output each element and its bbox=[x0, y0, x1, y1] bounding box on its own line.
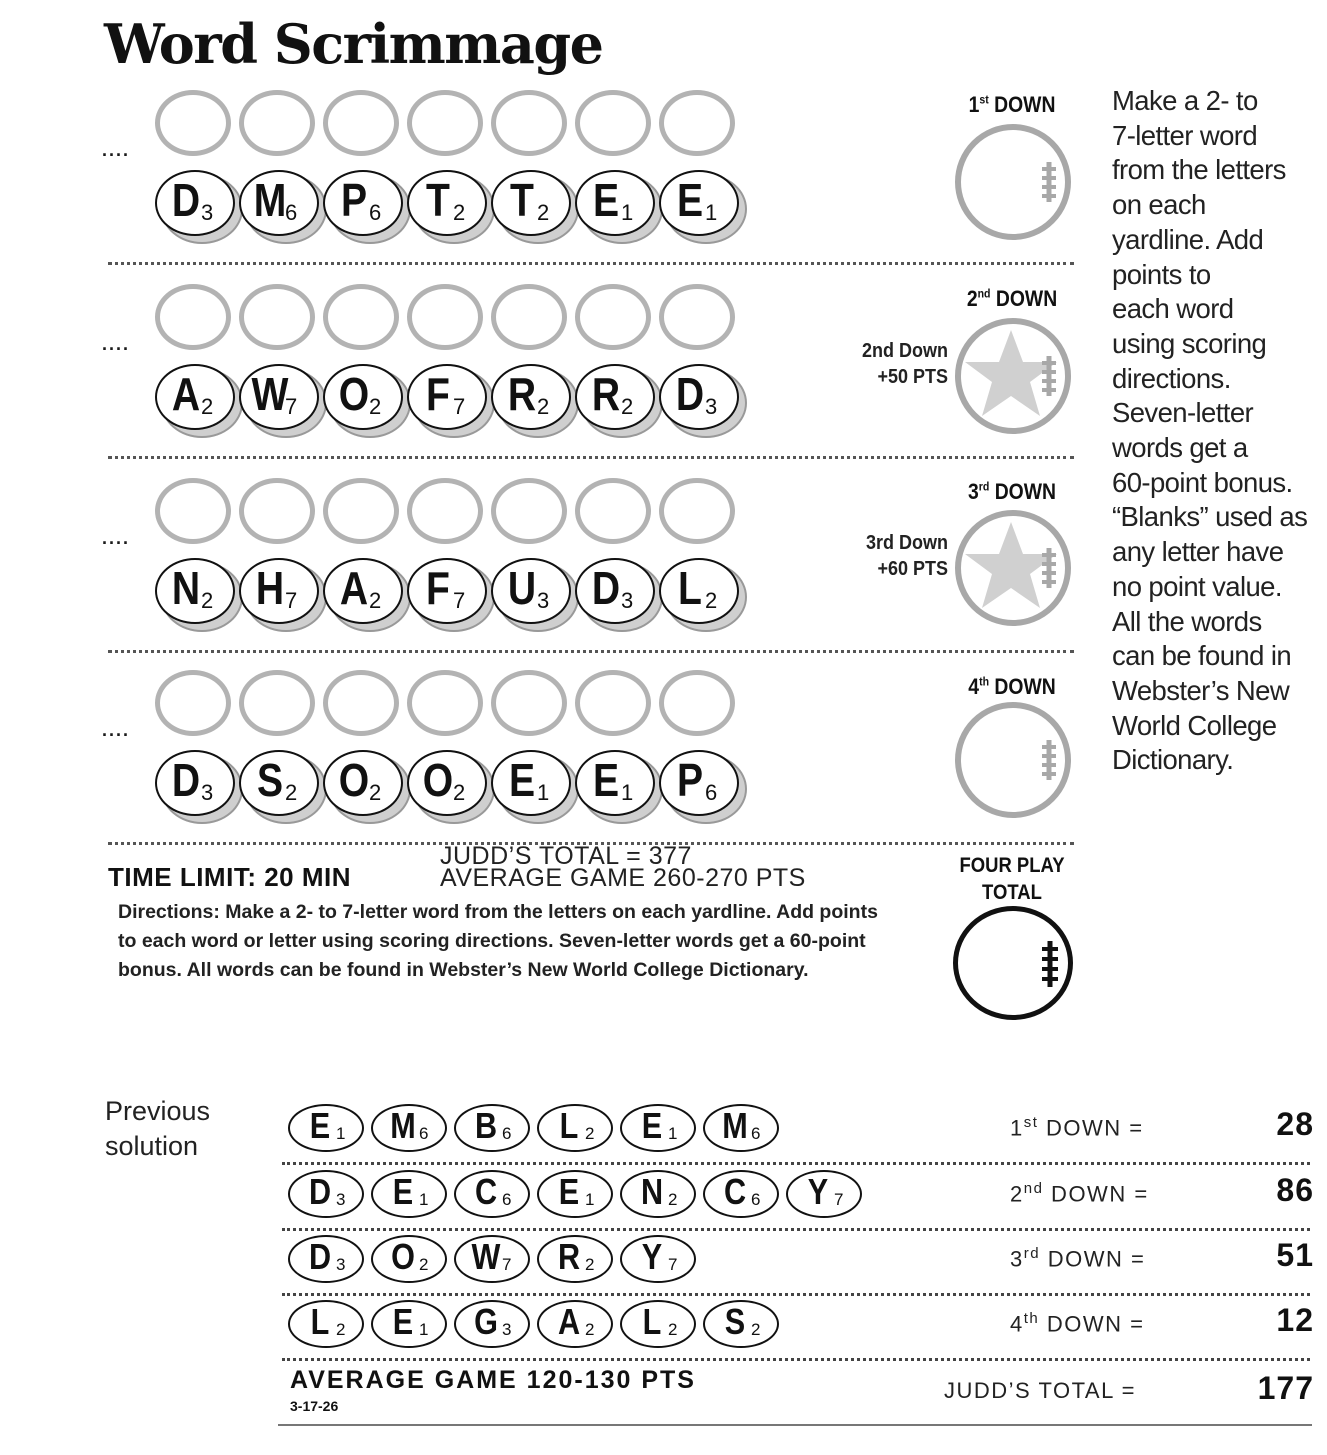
tile-letter: L bbox=[559, 1105, 579, 1146]
tile-value: 2 bbox=[585, 1255, 595, 1274]
directions-line: Directions: Make a 2- to 7-letter word from the letters on each yardline. Add points bbox=[118, 901, 878, 923]
down-number: 3 bbox=[967, 479, 979, 504]
solution-tile bbox=[454, 1170, 530, 1218]
tile-letter: R bbox=[591, 368, 621, 420]
down-score-input[interactable] bbox=[955, 318, 1071, 434]
sidebar-line: 60-point bonus. bbox=[1112, 466, 1293, 498]
tile-letter: O bbox=[391, 1236, 415, 1277]
tile-value: 6 bbox=[502, 1190, 512, 1209]
tile-value: 7 bbox=[668, 1255, 678, 1274]
answer-slot[interactable] bbox=[575, 90, 651, 156]
sidebar-line: yardline. Add bbox=[1112, 223, 1264, 255]
tile-letter: G bbox=[474, 1301, 498, 1342]
down-number: 3 bbox=[1010, 1246, 1024, 1272]
tile-value: 1 bbox=[419, 1320, 429, 1339]
solution-line: solution bbox=[105, 1131, 199, 1161]
solution-tile bbox=[620, 1104, 696, 1152]
page-title: Word Scrimmage bbox=[104, 12, 603, 76]
down-number: 4 bbox=[968, 674, 980, 699]
solution-down-label bbox=[1010, 1114, 1210, 1141]
solution-tile bbox=[288, 1235, 364, 1283]
solution-tile bbox=[288, 1104, 364, 1152]
answer-slot[interactable] bbox=[323, 90, 399, 156]
tile-letter: P bbox=[676, 754, 704, 806]
tile-letter: M bbox=[390, 1105, 416, 1146]
letter-tile[interactable] bbox=[323, 558, 405, 624]
puzzle-date: 3-17-26 bbox=[290, 1398, 339, 1414]
tile-value: 2 bbox=[585, 1124, 595, 1143]
tile-letter: D bbox=[308, 1171, 332, 1212]
tile-letter: E bbox=[641, 1105, 663, 1146]
answer-slot[interactable] bbox=[659, 90, 735, 156]
yardline-divider bbox=[108, 650, 1074, 653]
tile-value: 1 bbox=[419, 1190, 429, 1209]
judds-total-top: JUDD’S TOTAL = 377 bbox=[440, 842, 692, 870]
average-game-bottom: AVERAGE GAME 120-130 PTS bbox=[290, 1366, 696, 1394]
down-text: DOWN = bbox=[1038, 1115, 1144, 1141]
tile-letter: O bbox=[422, 754, 454, 806]
tile-value: 2 bbox=[201, 588, 214, 613]
tile-letter: D bbox=[171, 174, 201, 226]
tile-letter: S bbox=[724, 1301, 746, 1342]
down-bonus bbox=[842, 338, 948, 390]
tile-value: 7 bbox=[502, 1255, 512, 1274]
answer-slot[interactable] bbox=[491, 90, 567, 156]
tile-value: 1 bbox=[537, 780, 550, 805]
letter-tile[interactable] bbox=[659, 750, 741, 816]
answer-slot[interactable] bbox=[323, 670, 399, 736]
solution-tile bbox=[454, 1104, 530, 1152]
tile-value: 2 bbox=[336, 1320, 346, 1339]
solution-tile bbox=[288, 1170, 364, 1218]
down-score-input[interactable] bbox=[955, 510, 1071, 626]
bonus-title: 2nd Down bbox=[862, 340, 948, 362]
tile-value: 2 bbox=[369, 588, 382, 613]
tile-value: 1 bbox=[705, 200, 718, 225]
sidebar-line: All the words bbox=[1112, 605, 1262, 637]
total-line: TOTAL bbox=[982, 881, 1042, 904]
tile-letter: L bbox=[678, 562, 702, 614]
down-bonus bbox=[842, 530, 948, 582]
tile-value: 2 bbox=[621, 394, 634, 419]
letter-tile[interactable] bbox=[155, 364, 237, 430]
tile-letter: D bbox=[308, 1236, 332, 1277]
tile-value: 2 bbox=[585, 1320, 595, 1339]
tile-letter: O bbox=[338, 754, 370, 806]
down-ordinal: rd bbox=[1023, 1245, 1041, 1262]
down-number: 2 bbox=[966, 286, 978, 311]
tile-letter: D bbox=[171, 754, 201, 806]
down-text: DOWN = bbox=[1043, 1181, 1149, 1207]
solution-tile bbox=[620, 1235, 696, 1283]
down-ordinal: rd bbox=[978, 479, 990, 494]
solution-tile bbox=[537, 1104, 613, 1152]
tile-letter: C bbox=[474, 1171, 498, 1212]
tile-value: 3 bbox=[201, 200, 214, 225]
tile-letter: W bbox=[251, 368, 289, 420]
sidebar-line: 7-letter word bbox=[1112, 119, 1258, 151]
tile-value: 2 bbox=[705, 588, 718, 613]
tile-letter: E bbox=[392, 1301, 414, 1342]
down-number: 4 bbox=[1010, 1311, 1024, 1337]
tile-value: 2 bbox=[537, 200, 550, 225]
tile-letter: M bbox=[722, 1105, 748, 1146]
sidebar-line: on each bbox=[1112, 189, 1206, 221]
tile-letter: Y bbox=[641, 1236, 663, 1277]
solution-divider bbox=[282, 1162, 1310, 1165]
tile-letter: R bbox=[557, 1236, 581, 1277]
sidebar-line: Make a 2- to bbox=[1112, 85, 1258, 116]
answer-slot[interactable] bbox=[239, 284, 315, 350]
directions bbox=[118, 898, 928, 985]
letter-tile[interactable] bbox=[575, 750, 657, 816]
tile-value: 6 bbox=[502, 1124, 512, 1143]
down-ordinal: st bbox=[1023, 1114, 1039, 1131]
letter-tile[interactable] bbox=[239, 364, 321, 430]
answer-slot[interactable] bbox=[491, 478, 567, 544]
football-laces-icon bbox=[961, 708, 1065, 812]
letter-tile[interactable] bbox=[239, 750, 321, 816]
average-game-top: AVERAGE GAME 260-270 PTS bbox=[440, 864, 806, 892]
answer-slot[interactable] bbox=[155, 284, 231, 350]
letter-tile[interactable] bbox=[155, 558, 237, 624]
down-label bbox=[952, 479, 1072, 505]
tile-value: 2 bbox=[668, 1190, 678, 1209]
solution-down-score: 86 bbox=[1276, 1172, 1314, 1208]
answer-slot[interactable] bbox=[491, 284, 567, 350]
tile-value: 2 bbox=[453, 200, 466, 225]
sidebar-line: Webster’s New bbox=[1112, 674, 1290, 706]
solution-divider bbox=[282, 1293, 1310, 1296]
tile-value: 3 bbox=[336, 1190, 346, 1209]
football-laces-icon bbox=[961, 516, 1065, 620]
sidebar-line: can be found in bbox=[1112, 640, 1292, 672]
tile-value: 3 bbox=[537, 588, 550, 613]
solution-divider bbox=[282, 1358, 1310, 1361]
answer-slot[interactable] bbox=[491, 670, 567, 736]
answer-slot[interactable] bbox=[407, 670, 483, 736]
letter-tile[interactable] bbox=[659, 170, 741, 236]
down-number: 1 bbox=[1010, 1115, 1024, 1141]
sidebar-instructions bbox=[1112, 84, 1326, 778]
tile-value: 2 bbox=[537, 394, 550, 419]
tile-value: 1 bbox=[621, 200, 634, 225]
answer-slot[interactable] bbox=[575, 478, 651, 544]
tile-value: 6 bbox=[369, 200, 382, 225]
answer-slot[interactable] bbox=[407, 284, 483, 350]
tile-value: 7 bbox=[285, 588, 298, 613]
sidebar-line: each word bbox=[1112, 293, 1234, 325]
down-ordinal: nd bbox=[1023, 1180, 1044, 1197]
letter-tile[interactable] bbox=[491, 170, 573, 236]
tile-value: 2 bbox=[285, 780, 298, 805]
tile-value: 6 bbox=[751, 1124, 761, 1143]
tile-letter: E bbox=[309, 1105, 331, 1146]
sidebar-line: “Blanks” used as bbox=[1112, 501, 1308, 533]
row-marker: .... bbox=[102, 140, 131, 160]
tile-letter: A bbox=[557, 1301, 581, 1342]
solution-tile bbox=[620, 1300, 696, 1348]
tile-letter: D bbox=[675, 368, 705, 420]
tile-value: 1 bbox=[585, 1190, 595, 1209]
solution-down-score: 28 bbox=[1276, 1106, 1314, 1142]
four-play-total-label bbox=[952, 852, 1072, 906]
down-text: DOWN bbox=[989, 479, 1056, 504]
tile-letter: E bbox=[392, 1171, 414, 1212]
tile-letter: L bbox=[642, 1301, 662, 1342]
tile-letter: A bbox=[339, 562, 369, 614]
tile-value: 7 bbox=[453, 588, 466, 613]
tile-letter: B bbox=[474, 1105, 498, 1146]
tile-value: 3 bbox=[705, 394, 718, 419]
letter-tile[interactable] bbox=[491, 558, 573, 624]
letter-tile[interactable] bbox=[407, 558, 489, 624]
tile-value: 6 bbox=[751, 1190, 761, 1209]
solution-tile bbox=[537, 1170, 613, 1218]
solution-down-score: 12 bbox=[1276, 1302, 1314, 1338]
solution-tile bbox=[454, 1235, 530, 1283]
previous-line: Previous bbox=[105, 1096, 211, 1126]
letter-tile[interactable] bbox=[155, 170, 237, 236]
solution-down-label bbox=[1010, 1180, 1210, 1207]
down-ordinal: st bbox=[979, 92, 989, 107]
tile-letter: W bbox=[471, 1236, 501, 1277]
letter-tile[interactable] bbox=[239, 170, 321, 236]
tile-letter: N bbox=[171, 562, 201, 614]
tile-value: 2 bbox=[419, 1255, 429, 1274]
letter-tile[interactable] bbox=[323, 170, 405, 236]
tile-value: 7 bbox=[453, 394, 466, 419]
letter-tile[interactable] bbox=[659, 558, 741, 624]
solution-tile bbox=[371, 1235, 447, 1283]
down-text: DOWN bbox=[990, 286, 1058, 311]
tile-value: 1 bbox=[336, 1124, 346, 1143]
bonus-points: +50 PTS bbox=[877, 366, 948, 388]
tile-value: 3 bbox=[336, 1255, 346, 1274]
down-label bbox=[952, 674, 1072, 700]
row-marker: .... bbox=[102, 334, 131, 354]
answer-slot[interactable] bbox=[575, 670, 651, 736]
letter-tile[interactable] bbox=[407, 750, 489, 816]
answer-slot[interactable] bbox=[155, 670, 231, 736]
tile-value: 7 bbox=[285, 394, 298, 419]
tile-value: 6 bbox=[705, 780, 718, 805]
time-limit: TIME LIMIT: 20 MIN bbox=[108, 862, 351, 892]
tile-letter: E bbox=[508, 754, 536, 806]
solution-down-label bbox=[1010, 1310, 1210, 1337]
down-ordinal: nd bbox=[977, 286, 991, 301]
answer-slot[interactable] bbox=[155, 90, 231, 156]
yardline-divider bbox=[108, 456, 1074, 459]
letter-tile[interactable] bbox=[239, 558, 321, 624]
tile-letter: U bbox=[507, 562, 537, 614]
solution-tile bbox=[371, 1300, 447, 1348]
letter-tile[interactable] bbox=[575, 364, 657, 430]
yardline-divider bbox=[108, 262, 1074, 265]
answer-slot[interactable] bbox=[155, 478, 231, 544]
answer-slot[interactable] bbox=[659, 478, 735, 544]
row-marker: .... bbox=[102, 528, 131, 548]
tile-letter: M bbox=[253, 174, 287, 226]
sidebar-line: no point value. bbox=[1112, 570, 1282, 602]
tile-letter: D bbox=[591, 562, 621, 614]
sidebar-line: words get a bbox=[1112, 432, 1248, 464]
tile-letter: E bbox=[592, 174, 620, 226]
down-text: DOWN bbox=[988, 92, 1056, 117]
tile-value: 1 bbox=[668, 1124, 678, 1143]
previous-solution-label bbox=[105, 1094, 210, 1164]
tile-letter: Y bbox=[807, 1171, 829, 1212]
tile-letter: T bbox=[426, 174, 450, 226]
tile-value: 2 bbox=[453, 780, 466, 805]
down-number: 1 bbox=[968, 92, 980, 117]
tile-letter: L bbox=[310, 1301, 330, 1342]
letter-tile[interactable] bbox=[323, 750, 405, 816]
bonus-title: 3rd Down bbox=[865, 532, 948, 554]
tile-value: 3 bbox=[502, 1320, 512, 1339]
four-play-total-input[interactable] bbox=[953, 906, 1073, 1020]
letter-tile[interactable] bbox=[491, 750, 573, 816]
sidebar-line: points to bbox=[1112, 258, 1211, 290]
tile-letter: S bbox=[256, 754, 284, 806]
tile-value: 6 bbox=[419, 1124, 429, 1143]
tile-letter: O bbox=[338, 368, 370, 420]
answer-slot[interactable] bbox=[407, 90, 483, 156]
solution-tile bbox=[703, 1104, 779, 1152]
answer-slot[interactable] bbox=[575, 284, 651, 350]
sidebar-line: using scoring bbox=[1112, 327, 1267, 359]
sidebar-line: World College bbox=[1112, 709, 1277, 741]
tile-letter: A bbox=[171, 368, 201, 420]
tile-value: 3 bbox=[621, 588, 634, 613]
bonus-points: +60 PTS bbox=[877, 558, 948, 580]
tile-letter: F bbox=[426, 368, 450, 420]
football-laces-icon bbox=[961, 130, 1065, 234]
tile-letter: C bbox=[723, 1171, 747, 1212]
tile-letter: E bbox=[676, 174, 704, 226]
answer-slot[interactable] bbox=[239, 90, 315, 156]
judds-total-label: JUDD’S TOTAL = bbox=[944, 1378, 1136, 1403]
tile-letter: N bbox=[640, 1171, 664, 1212]
directions-line: bonus. All words can be found in Webster’s New World College Dictionary. bbox=[118, 959, 809, 981]
tile-value: 1 bbox=[621, 780, 634, 805]
solution-tile bbox=[371, 1170, 447, 1218]
tile-value: 3 bbox=[201, 780, 214, 805]
sidebar-line: Dictionary. bbox=[1112, 744, 1234, 776]
solution-tile bbox=[288, 1300, 364, 1348]
answer-slot[interactable] bbox=[323, 478, 399, 544]
letter-tile[interactable] bbox=[491, 364, 573, 430]
solution-down-score: 51 bbox=[1276, 1237, 1314, 1273]
tile-letter: R bbox=[507, 368, 537, 420]
answer-slot[interactable] bbox=[239, 670, 315, 736]
answer-slot[interactable] bbox=[323, 284, 399, 350]
solution-tile bbox=[703, 1170, 779, 1218]
answer-slot[interactable] bbox=[659, 670, 735, 736]
answer-slot[interactable] bbox=[407, 478, 483, 544]
solution-divider bbox=[282, 1228, 1310, 1231]
down-label bbox=[952, 92, 1072, 118]
letter-tile[interactable] bbox=[323, 364, 405, 430]
answer-slot[interactable] bbox=[239, 478, 315, 544]
down-ordinal: th bbox=[979, 674, 990, 689]
solution-tile bbox=[537, 1300, 613, 1348]
tile-value: 2 bbox=[369, 780, 382, 805]
letter-tile[interactable] bbox=[575, 170, 657, 236]
solution-tile bbox=[620, 1170, 696, 1218]
tile-value: 2 bbox=[201, 394, 214, 419]
directions-line: to each word or letter using scoring directions. Seven-letter words get a 60-point bbox=[118, 930, 866, 952]
solution-down-label bbox=[1010, 1245, 1210, 1272]
tile-letter: P bbox=[340, 174, 368, 226]
down-text: DOWN bbox=[989, 674, 1056, 699]
tile-value: 2 bbox=[369, 394, 382, 419]
four-play-line: FOUR PLAY bbox=[959, 854, 1065, 877]
solution-tile bbox=[703, 1300, 779, 1348]
judds-total-bottom bbox=[944, 1378, 1136, 1404]
tile-letter: F bbox=[426, 562, 450, 614]
tile-letter: E bbox=[592, 754, 620, 806]
solution-tile bbox=[786, 1170, 862, 1218]
sidebar-line: Seven-letter bbox=[1112, 397, 1254, 429]
solution-tile bbox=[537, 1235, 613, 1283]
football-laces-icon bbox=[961, 324, 1065, 428]
down-text: DOWN = bbox=[1040, 1246, 1146, 1272]
tile-value: 7 bbox=[834, 1190, 844, 1209]
football-laces-icon bbox=[958, 911, 1068, 1015]
tile-value: 2 bbox=[668, 1320, 678, 1339]
down-label bbox=[952, 286, 1072, 312]
down-score-input[interactable] bbox=[955, 124, 1071, 240]
down-number: 2 bbox=[1010, 1181, 1024, 1207]
letter-tile[interactable] bbox=[407, 170, 489, 236]
tile-value: 6 bbox=[285, 200, 298, 225]
row-marker: .... bbox=[102, 720, 131, 740]
bottom-rule bbox=[278, 1424, 1312, 1426]
answer-slot[interactable] bbox=[659, 284, 735, 350]
judds-total-score: 177 bbox=[1257, 1370, 1314, 1406]
letter-tile[interactable] bbox=[575, 558, 657, 624]
tile-letter: T bbox=[510, 174, 534, 226]
solution-tile bbox=[371, 1104, 447, 1152]
tile-value: 2 bbox=[751, 1320, 761, 1339]
tile-letter: H bbox=[255, 562, 285, 614]
sidebar-line: directions. bbox=[1112, 362, 1231, 394]
letter-tile[interactable] bbox=[407, 364, 489, 430]
down-score-input[interactable] bbox=[955, 702, 1071, 818]
down-text: DOWN = bbox=[1039, 1311, 1145, 1337]
letter-tile[interactable] bbox=[155, 750, 237, 816]
tile-letter: E bbox=[558, 1171, 580, 1212]
solution-tile bbox=[454, 1300, 530, 1348]
letter-tile[interactable] bbox=[659, 364, 741, 430]
sidebar-line: any letter have bbox=[1112, 536, 1284, 568]
down-ordinal: th bbox=[1023, 1310, 1040, 1327]
sidebar-line: from the letters bbox=[1112, 154, 1286, 186]
